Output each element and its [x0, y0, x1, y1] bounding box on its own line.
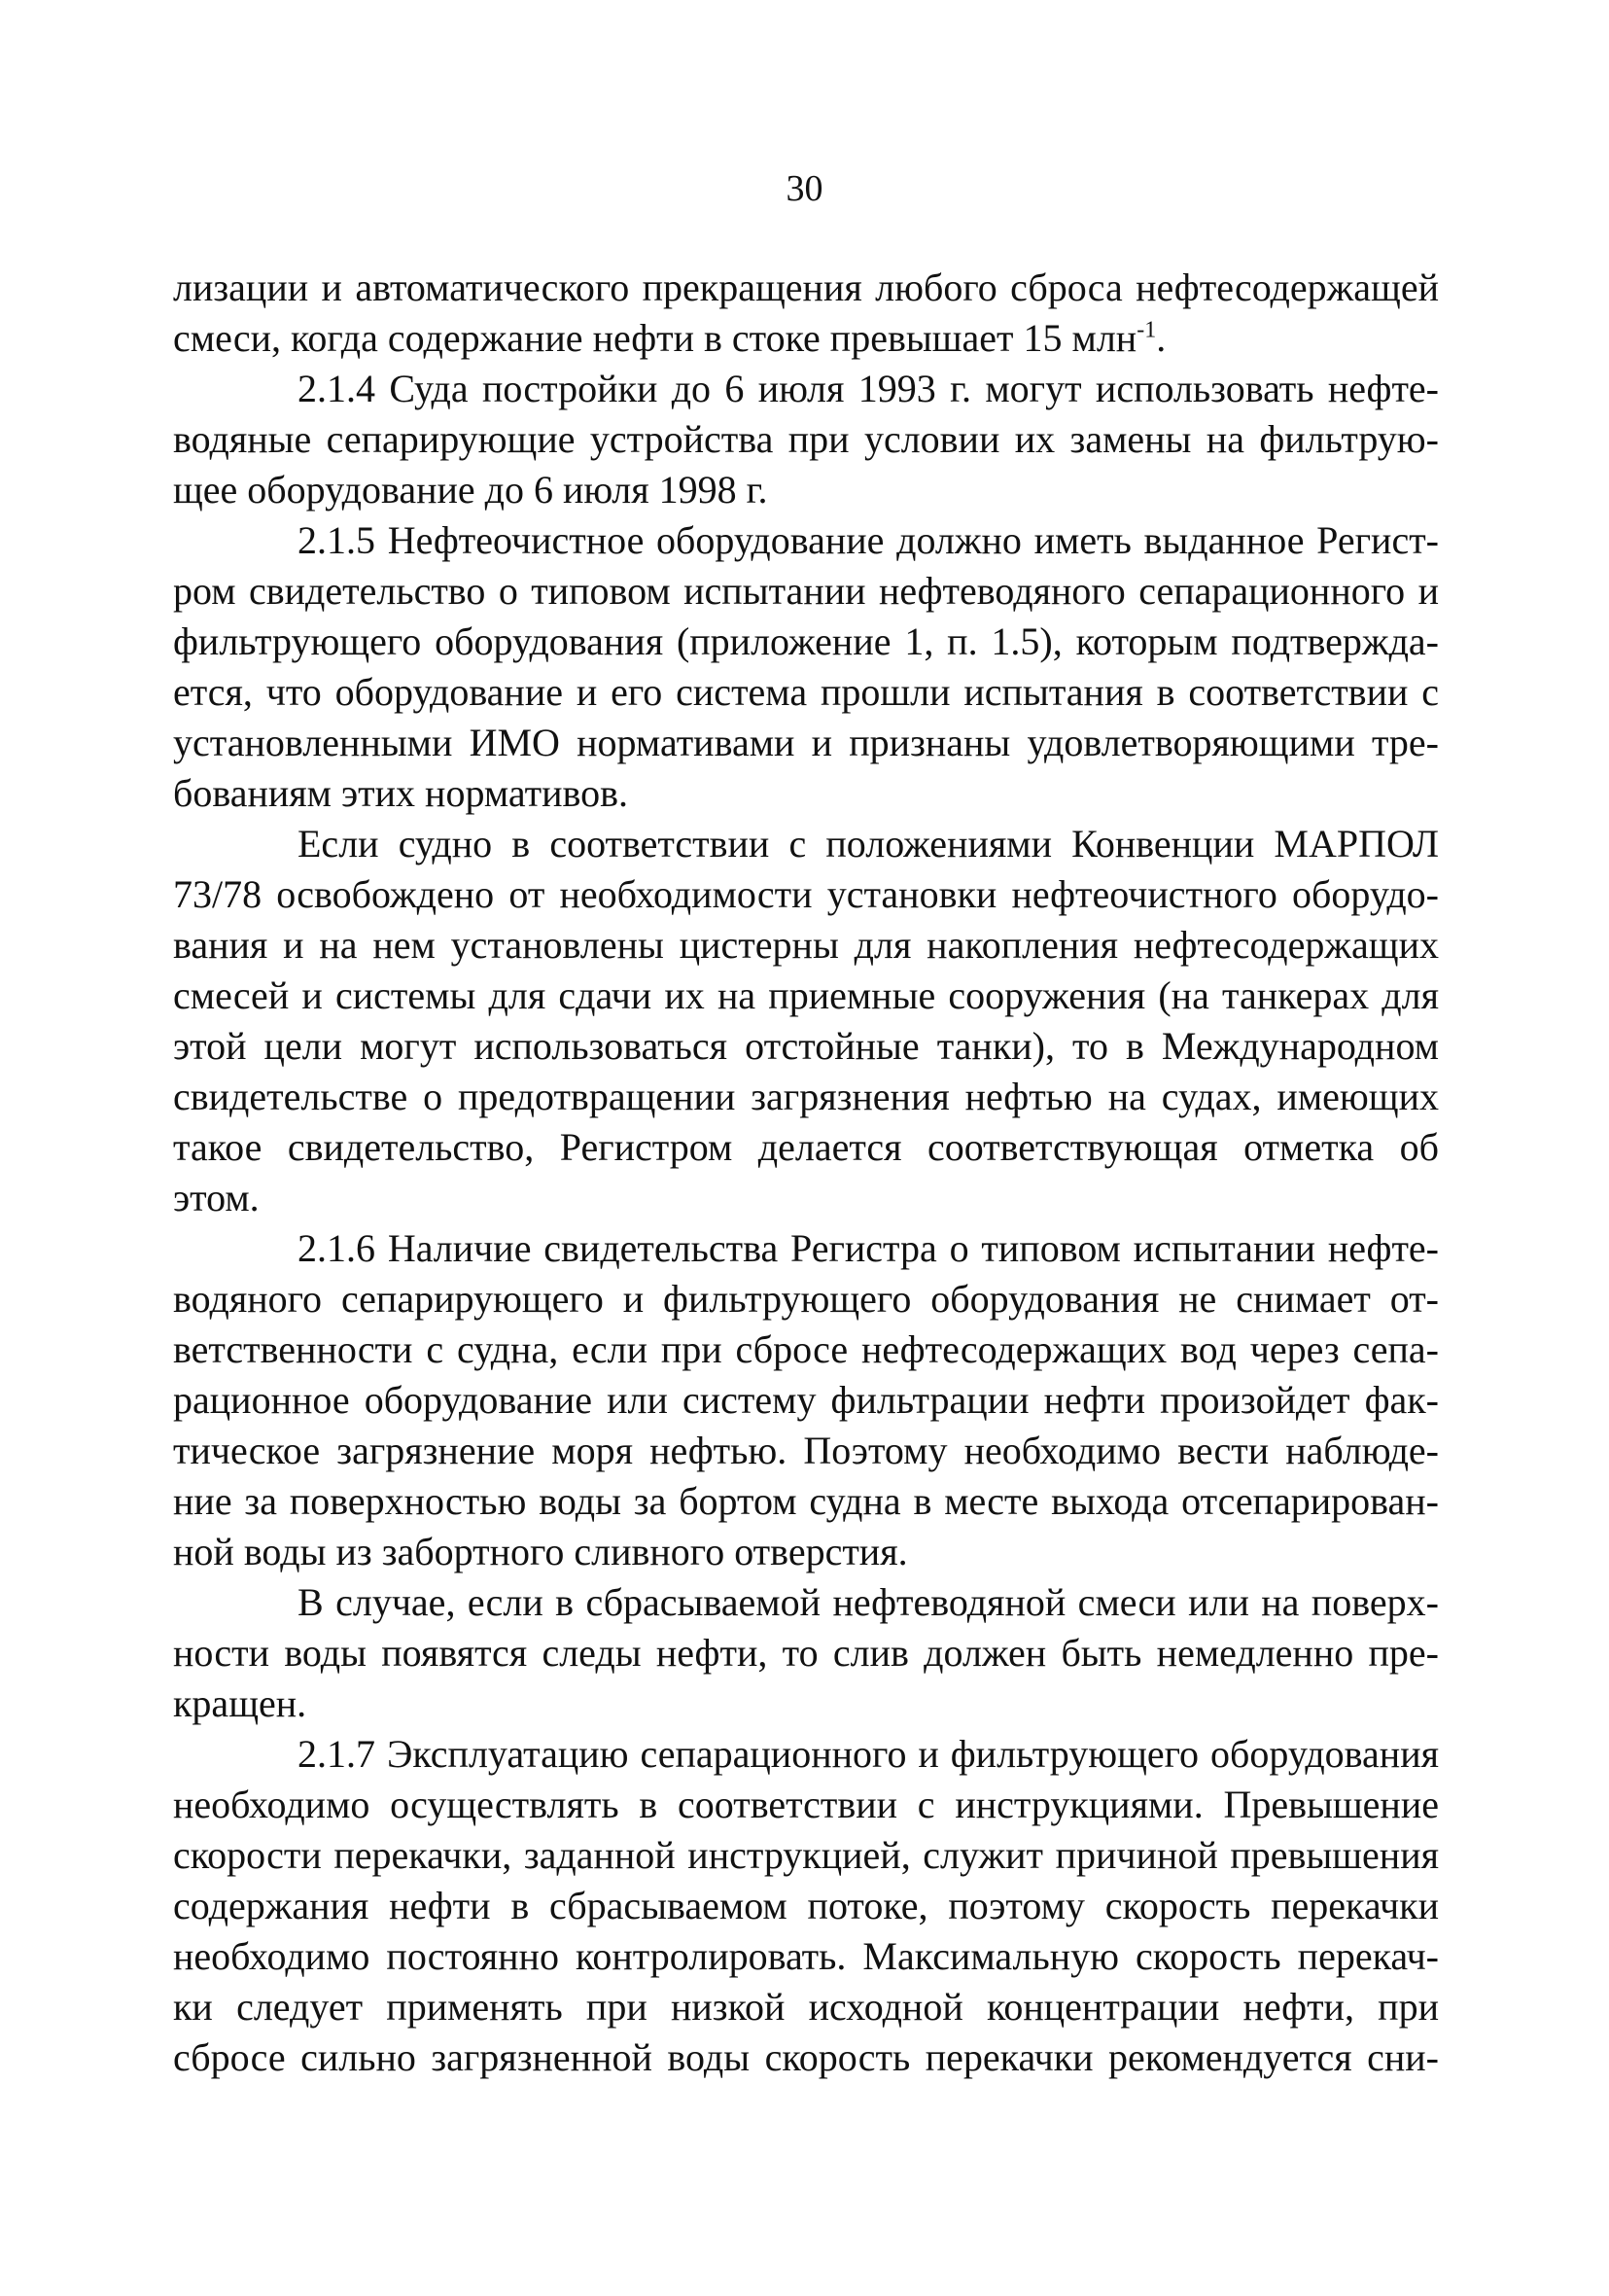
text-line-with-superscript: [173, 313, 1439, 364]
text-line: 73/78 освобождено от необходимости установки нефтеочистного оборудо-: [173, 872, 1439, 916]
text-line: смесей и системы для сдачи их на приемные сооружения (на танкерах для: [173, 973, 1439, 1017]
text-line: лизации и автоматического прекращения любого сброса нефтесодержащей: [173, 265, 1439, 309]
text-line: ром свидетельство о типовом испытании нефтеводяного сепарационного и: [173, 569, 1439, 613]
text-line: необходимо осуществлять в соответствии с инструкциями. Превышение: [173, 1783, 1439, 1826]
text-line: кращен.: [173, 1681, 307, 1725]
text-line: бованиям этих нормативов.: [173, 771, 628, 815]
paragraph-oil-traces: [173, 1577, 1439, 1729]
text-line: 2.1.6 Наличие свидетельства Регистра о типовом испытании нефте-: [297, 1226, 1439, 1270]
text-line: ки следует применять при низкой исходной концентрации нефти, при: [173, 1985, 1439, 2029]
text-line: содержания нефти в сбрасываемом потоке, поэтому скорость перекачки: [173, 1884, 1439, 1927]
text-line: 2.1.4 Суда постройки до 6 июля 1993 г. могут использовать нефте-: [297, 367, 1439, 410]
text-line: щее оборудование до 6 июля 1998 г.: [173, 468, 768, 512]
text-fragment: .: [1156, 316, 1167, 360]
text-line: такое свидетельство, Регистром делается соответствующая отметка об: [173, 1125, 1439, 1169]
text-line: тическое загрязнение моря нефтью. Поэтому необходимо вести наблюде-: [173, 1429, 1439, 1472]
text-line: этом.: [173, 1176, 260, 1219]
text-line: рационное оборудование или систему фильтрации нефти произойдет фак-: [173, 1378, 1439, 1422]
text-line: 2.1.7 Эксплуатацию сепарационного и фильтрующего оборудования: [297, 1732, 1439, 1776]
text-line: необходимо постоянно контролировать. Максимальную скорость перекач-: [173, 1934, 1439, 1978]
text-line: скорости перекачки, заданной инструкцией, служит причиной превышения: [173, 1833, 1439, 1877]
text-line: 2.1.5 Нефтеочистное оборудование должно иметь выданное Регист-: [297, 518, 1439, 562]
superscript: -1: [1137, 317, 1157, 343]
paragraph-2-1-4: [173, 364, 1439, 515]
text-line: водяного сепарирующего и фильтрующего оборудования не снимает от-: [173, 1277, 1439, 1321]
text-line: водяные сепарирующие устройства при условии их замены на фильтрую-: [173, 417, 1439, 461]
text-line: фильтрующего оборудования (приложение 1, п. 1.5), которым подтвержда-: [173, 619, 1439, 663]
text-line: ной воды из забортного сливного отверстия.: [173, 1530, 908, 1573]
text-line: этой цели могут использоваться отстойные танки), то в Международном: [173, 1024, 1439, 1068]
paragraph-2-1-6: [173, 1223, 1439, 1577]
text-line: сбросе сильно загрязненной воды скорость перекачки рекомендуется сни-: [173, 2035, 1439, 2079]
body-text: [173, 263, 1439, 2083]
text-line: ветственности с судна, если при сбросе нефтесодержащих вод через сепа-: [173, 1327, 1439, 1371]
text-fragment: смеси, когда содержание нефти в стоке превышает 15 млн: [173, 316, 1137, 360]
paragraph-2-1-7: [173, 1729, 1439, 2083]
paragraph-marpol: [173, 819, 1439, 1223]
text-line: установленными ИМО нормативами и признаны удовлетворяющими тре-: [173, 721, 1439, 764]
text-line: Если судно в соответствии с положениями Конвенции МАРПОЛ: [297, 822, 1439, 865]
text-line: вания и на нем установлены цистерны для накопления нефтесодержащих: [173, 923, 1439, 967]
text-line: В случае, если в сбрасываемой нефтеводяной смеси или на поверх-: [297, 1580, 1439, 1624]
text-line: ние за поверхностью воды за бортом судна в месте выхода отсепарирован-: [173, 1479, 1439, 1523]
paragraph: [173, 263, 1439, 364]
page-number: 30: [786, 168, 823, 209]
text-line: ется, что оборудование и его система прошли испытания в соответствии с: [173, 670, 1439, 714]
paragraph-2-1-5: [173, 515, 1439, 819]
text-line: ности воды появятся следы нефти, то слив должен быть немедленно пре-: [173, 1631, 1439, 1675]
text-line: свидетельстве о предотвращении загрязнения нефтью на судах, имеющих: [173, 1075, 1439, 1118]
